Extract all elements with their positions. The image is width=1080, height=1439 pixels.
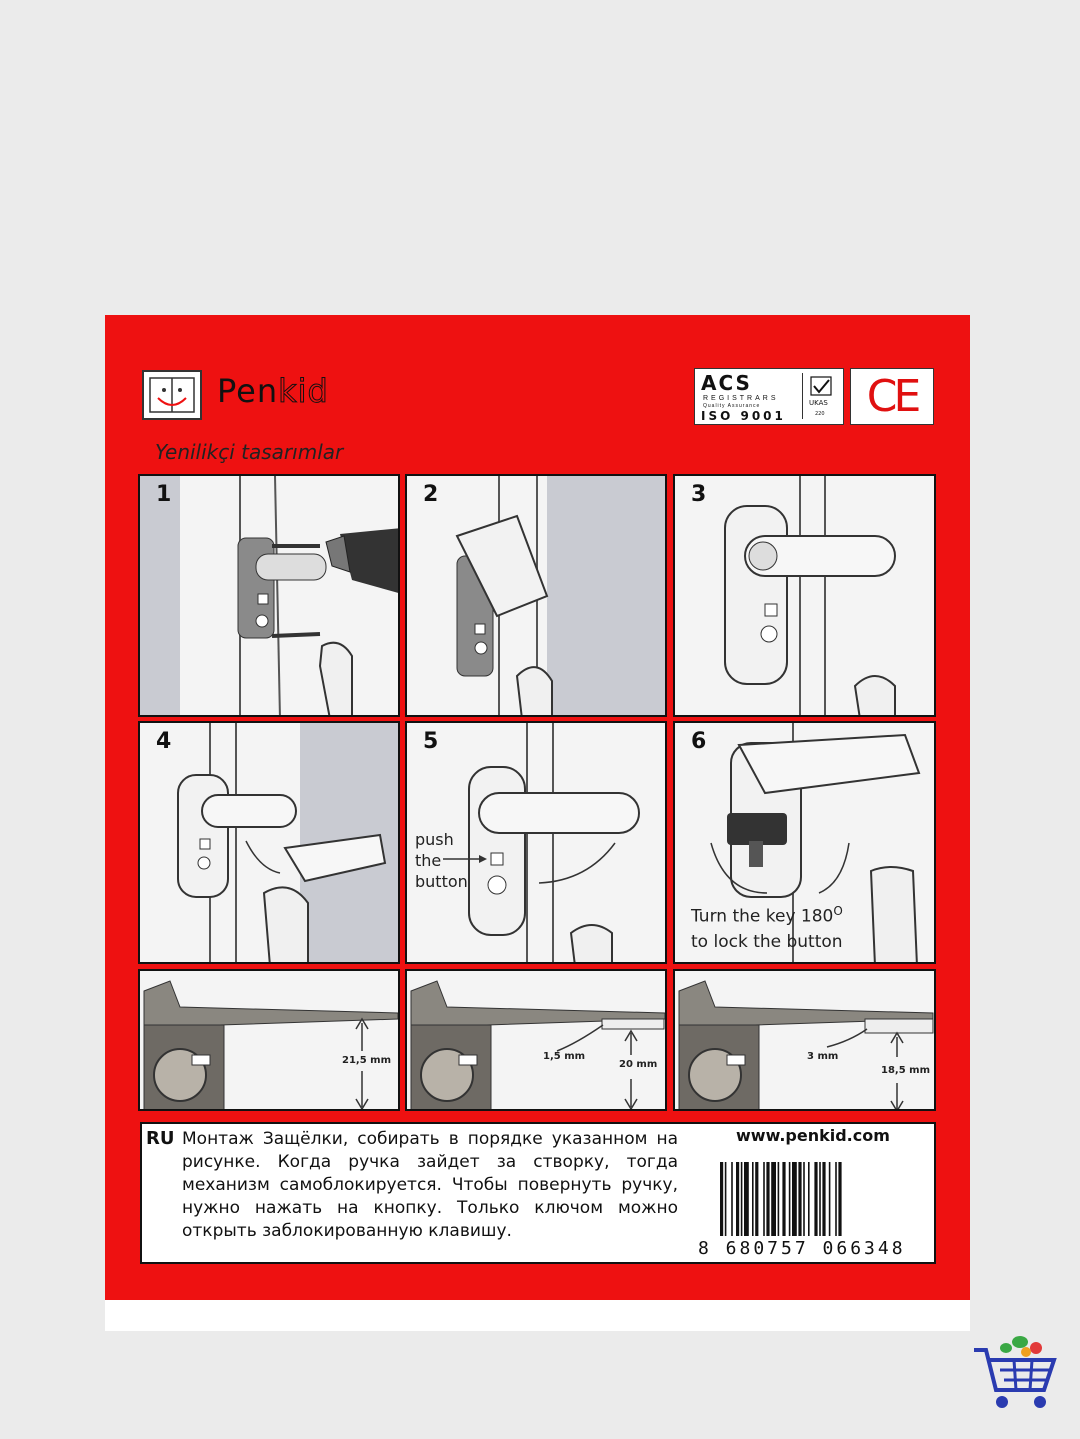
dimension-panel-2	[405, 969, 667, 1111]
step-number: 5	[423, 729, 439, 754]
step-number: 1	[156, 482, 172, 507]
step-panel-1	[138, 474, 400, 717]
step-number: 6	[691, 729, 707, 754]
svg-text:220: 220	[815, 411, 825, 417]
instructions-text: Монтаж Защёлки, собирать в порядке указанном на рисунке. Когда ручка зайдет за створку, тогда механизм самоблокируется. Чтобы повернуть ручку, нужно нажать на кнопку. Только ключом можно открыть заблокированную клавишу.	[182, 1129, 678, 1241]
step-number: 3	[691, 482, 707, 507]
step-number: 2	[423, 482, 439, 507]
step-panel-5	[405, 721, 667, 964]
dimension-label: 3 mm	[807, 1051, 839, 1062]
iso-certificate-badge: ACS REGISTRARS Quality Assurance ISO 9001 UKAS 220	[694, 368, 844, 425]
step-panel-4	[138, 721, 400, 964]
tagline: Yenilikçi tasarımlar	[155, 440, 344, 464]
dimension-label: 1,5 mm	[543, 1051, 586, 1062]
ce-mark: CE	[850, 368, 934, 425]
language-code: RU	[146, 1128, 175, 1149]
dimension-label: 18,5 mm	[881, 1065, 930, 1076]
dimension-panel-1	[138, 969, 400, 1111]
website-url: www.penkid.com	[736, 1126, 890, 1145]
step-panel-3	[673, 474, 936, 717]
turn-key-caption: Turn the key $180^O$ to lock the button	[691, 904, 843, 952]
brand-name: Penkid	[217, 372, 329, 410]
step-number: 4	[156, 729, 172, 754]
push-button-caption: push the button	[415, 830, 468, 891]
barcode-number: 8 680757 066348	[698, 1238, 906, 1259]
dimension-label: 21,5 mm	[342, 1055, 391, 1066]
step-panel-2	[405, 474, 667, 717]
barcode-icon	[720, 1162, 920, 1242]
dimension-label: 20 mm	[619, 1059, 658, 1070]
instructions-box	[140, 1122, 936, 1264]
dimension-panel-3	[673, 969, 936, 1111]
step-panel-6	[673, 721, 936, 964]
penkid-logo-icon	[142, 370, 202, 420]
ukas-crown-icon	[802, 373, 839, 419]
shopping-cart-icon	[970, 1330, 1060, 1415]
svg-text:UKAS: UKAS	[809, 399, 828, 407]
